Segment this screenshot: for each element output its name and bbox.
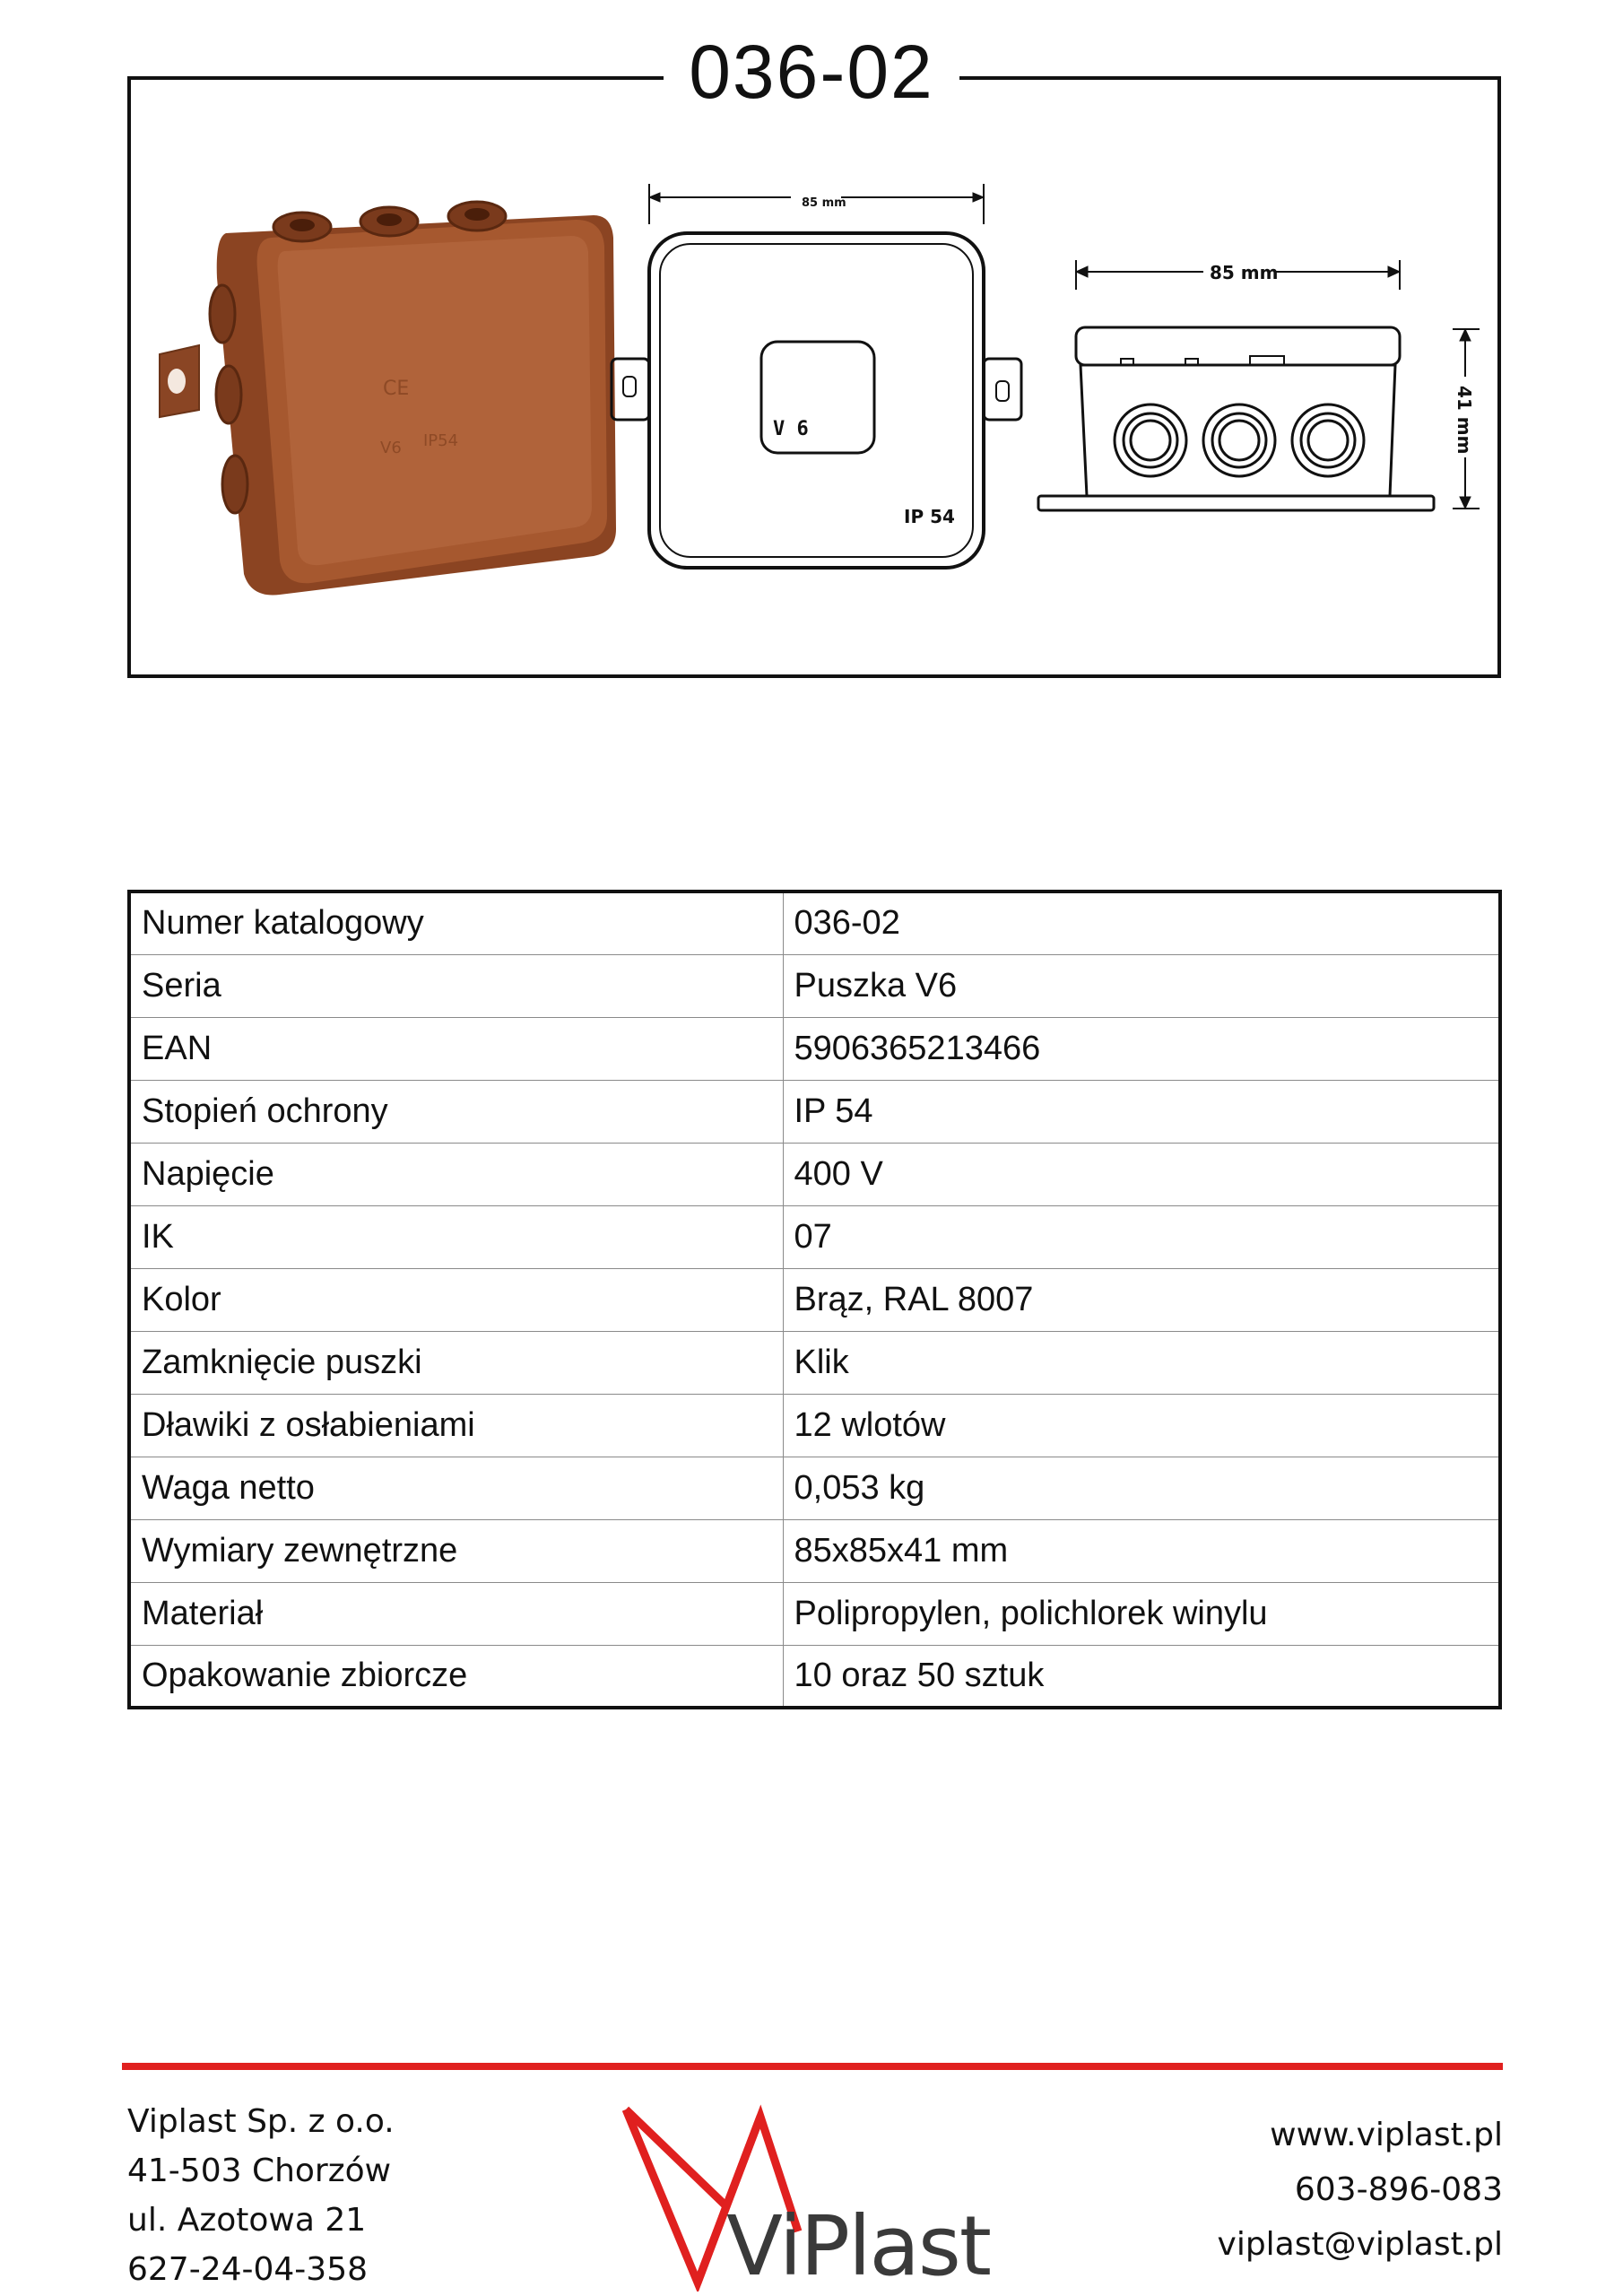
spec-label: Numer katalogowy <box>129 891 783 954</box>
table-row <box>129 1205 1500 1268</box>
front-ip-label: IP 54 <box>904 506 955 527</box>
spec-label: Opakowanie zbiorcze <box>129 1645 783 1708</box>
spec-label: Zamknięcie puszki <box>129 1331 783 1394</box>
table-row <box>129 1268 1500 1331</box>
specification-table <box>127 890 1502 1709</box>
front-view-drawing <box>612 184 1021 568</box>
spec-label: Napięcie <box>129 1143 783 1205</box>
spec-value: 036-02 <box>783 891 1500 954</box>
company-city: 41-503 Chorzów <box>127 2152 392 2189</box>
spec-label: Kolor <box>129 1268 783 1331</box>
spec-value: Brąz, RAL 8007 <box>783 1268 1500 1331</box>
photo-marking-series: V6 <box>380 439 402 457</box>
website-link[interactable]: www.viplast.pl <box>1270 2117 1503 2153</box>
contact-phone: 603-896-083 <box>1294 2171 1503 2208</box>
email-link[interactable]: viplast@viplast.pl <box>1217 2226 1503 2263</box>
front-series-label: V 6 <box>773 418 809 440</box>
product-photo <box>160 202 616 596</box>
spec-label: Stopień ochrony <box>129 1080 783 1143</box>
table-row <box>129 1519 1500 1582</box>
spec-label: Materiał <box>129 1582 783 1645</box>
spec-value: 85x85x41 mm <box>783 1519 1500 1582</box>
spec-label: Seria <box>129 954 783 1017</box>
side-height-label: 41 mm <box>1454 386 1475 455</box>
table-row <box>129 1331 1500 1394</box>
table-row <box>129 1582 1500 1645</box>
front-width-label: 85 mm <box>802 196 846 210</box>
table-row <box>129 1143 1500 1205</box>
spec-value: 0,053 kg <box>783 1457 1500 1519</box>
spec-label: Waga netto <box>129 1457 783 1519</box>
company-address <box>127 2097 395 2294</box>
contact-info <box>1218 2108 1503 2272</box>
document-title: 036-02 <box>664 27 959 117</box>
table-row <box>129 954 1500 1017</box>
company-street: ul. Azotowa 21 <box>127 2202 367 2239</box>
spec-label: EAN <box>129 1017 783 1080</box>
spec-value: Puszka V6 <box>783 954 1500 1017</box>
company-name: Viplast Sp. z o.o. <box>127 2103 395 2140</box>
logo-wordmark: ViPlast <box>726 2198 990 2294</box>
spec-label: Dławiki z osłabieniami <box>129 1394 783 1457</box>
table-row <box>129 1017 1500 1080</box>
spec-value: 12 wlotów <box>783 1394 1500 1457</box>
spec-value: 10 oraz 50 sztuk <box>783 1645 1500 1708</box>
table-row <box>129 1457 1500 1519</box>
photo-marking-ip: IP54 <box>423 431 459 450</box>
side-width-label: 85 mm <box>1210 262 1279 283</box>
spec-value: Klik <box>783 1331 1500 1394</box>
company-phone: 627-24-04-358 <box>127 2251 369 2288</box>
spec-value: Polipropylen, polichlorek winylu <box>783 1582 1500 1645</box>
technical-drawings <box>127 76 1501 678</box>
table-row <box>129 1080 1500 1143</box>
table-row <box>129 1394 1500 1457</box>
spec-value: IP 54 <box>783 1080 1500 1143</box>
table-row <box>129 891 1500 954</box>
photo-marking-ce: CE <box>383 378 410 400</box>
table-row <box>129 1645 1500 1708</box>
spec-value: 07 <box>783 1205 1500 1268</box>
spec-label: Wymiary zewnętrzne <box>129 1519 783 1582</box>
footer-divider <box>122 2063 1503 2070</box>
spec-value: 400 V <box>783 1143 1500 1205</box>
spec-label: IK <box>129 1205 783 1268</box>
spec-value: 5906365213466 <box>783 1017 1500 1080</box>
side-view-drawing <box>1038 260 1480 510</box>
